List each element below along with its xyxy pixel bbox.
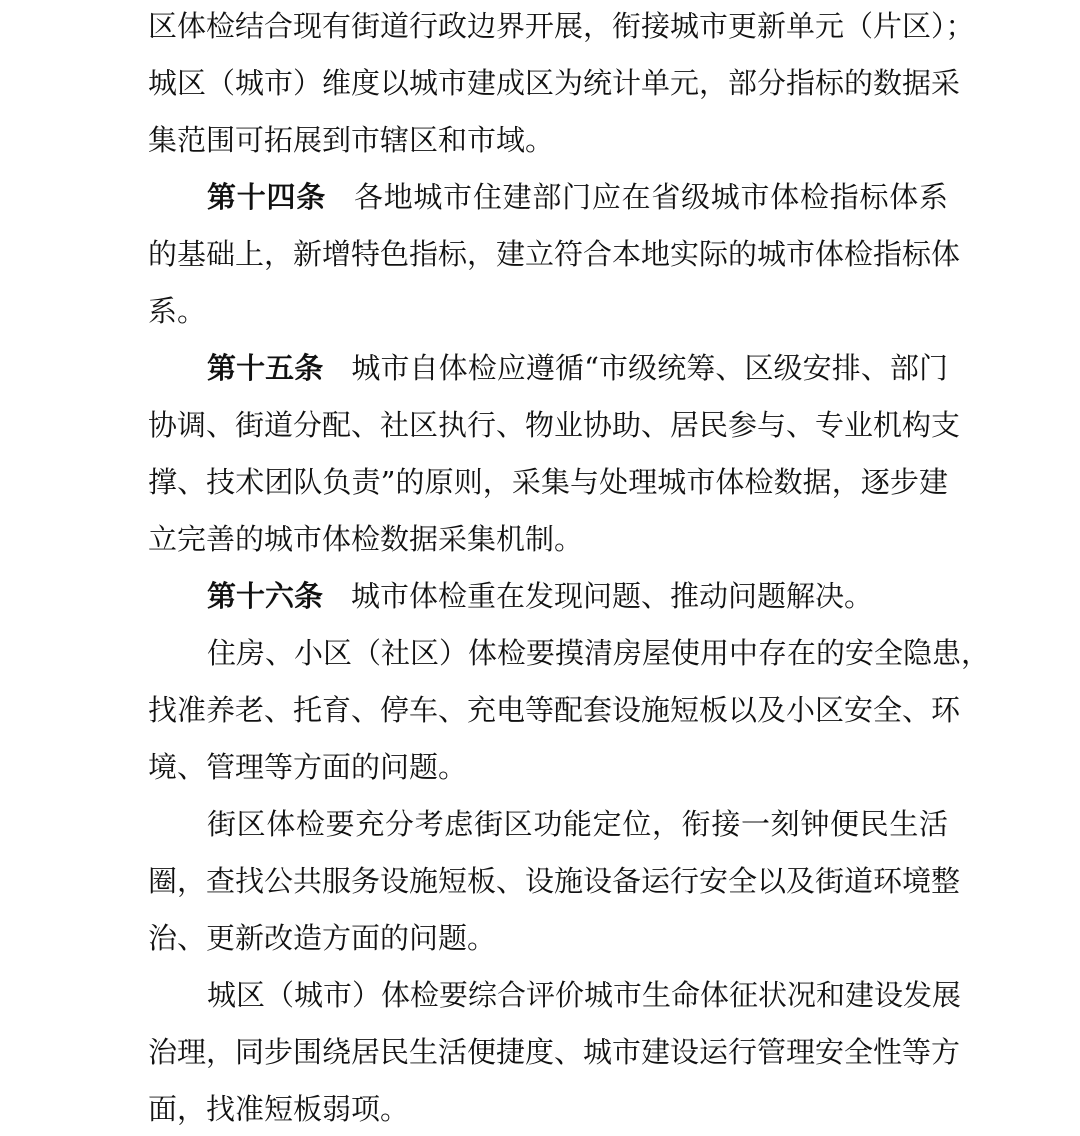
text-span: 各地城市住建部门应在省级城市体检指标体系 [353, 180, 948, 214]
text-line: 区体检结合现有街道行政边界开展，衔接城市更新单元（片区）； [148, 9, 975, 43]
text-line: 圈，查找公共服务设施短板、设施设备运行安全以及街道环境整 [148, 864, 961, 898]
text-line: 集范围可拓展到市辖区和市域。 [148, 123, 555, 157]
text-line: 面，找准短板弱项。 [148, 1092, 410, 1126]
article-first-line [207, 348, 948, 388]
text-line: 找准养老、托育、停车、充电等配套设施短板以及小区安全、环 [148, 693, 961, 727]
article-first-line [207, 576, 948, 616]
text-span: 城市体检重在发现问题、推动问题解决。 [351, 579, 874, 613]
text-line: 城区（城市）体检要综合评价城市生命体征状况和建设发展 [207, 978, 962, 1012]
text-line: 街区体检要充分考虑街区功能定位，衔接一刻钟便民生活 [207, 807, 948, 841]
text-line: 系。 [148, 294, 207, 328]
text-line: 住房、小区（社区）体检要摸清房屋使用中存在的安全隐患， [207, 636, 991, 670]
text-line: 治理，同步围绕居民生活便捷度、城市建设运行管理安全性等方 [148, 1035, 961, 1069]
article-heading: 第十五条 [207, 351, 324, 385]
text-span: 城市自体检应遵循“市级统筹、区级安排、部门 [351, 351, 948, 385]
article-heading: 第十六条 [207, 579, 324, 613]
article-heading: 第十四条 [207, 180, 326, 214]
text-line: 城区（城市）维度以城市建成区为统计单元，部分指标的数据采 [148, 66, 961, 100]
article-first-line [207, 177, 948, 217]
text-line: 协调、街道分配、社区执行、物业协助、居民参与、专业机构支 [148, 408, 961, 442]
text-line: 立完善的城市体检数据采集机制。 [148, 522, 584, 556]
text-line: 撑、技术团队负责”的原则，采集与处理城市体检数据，逐步建 [148, 465, 948, 499]
text-line: 境、管理等方面的问题。 [148, 750, 468, 784]
text-line: 治、更新改造方面的问题。 [148, 921, 497, 955]
text-line: 的基础上，新增特色指标，建立符合本地实际的城市体检指标体 [148, 237, 961, 271]
